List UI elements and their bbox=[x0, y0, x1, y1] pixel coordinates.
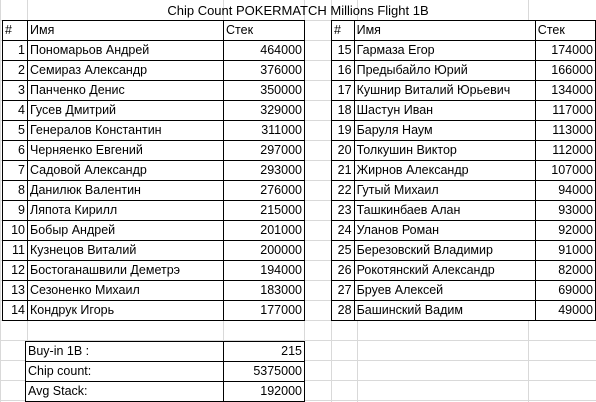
table-row bbox=[332, 261, 596, 281]
player-name-cell[interactable]: Шастун Иван bbox=[354, 101, 535, 121]
player-name-cell[interactable]: Кушнир Виталий Юрьевич bbox=[354, 81, 535, 101]
player-name-cell[interactable]: Садовой Александр bbox=[28, 161, 224, 181]
player-name-cell[interactable]: Кондрук Игорь bbox=[28, 301, 224, 321]
row-number-cell[interactable]: 5 bbox=[3, 121, 28, 141]
row-number-cell[interactable]: 16 bbox=[332, 61, 355, 81]
chip-stack-cell[interactable]: 134000 bbox=[535, 81, 595, 101]
chip-stack-cell[interactable]: 69000 bbox=[535, 281, 595, 301]
player-name-cell[interactable]: Панченко Денис bbox=[28, 81, 224, 101]
player-name-cell[interactable]: Генералов Константин bbox=[28, 121, 224, 141]
chip-stack-cell[interactable]: 113000 bbox=[535, 121, 595, 141]
player-name-cell[interactable]: Баруля Наум bbox=[354, 121, 535, 141]
summary-row bbox=[26, 342, 305, 362]
row-number-cell[interactable]: 19 bbox=[332, 121, 355, 141]
row-number-cell[interactable]: 20 bbox=[332, 141, 355, 161]
row-number-cell[interactable]: 1 bbox=[3, 41, 28, 61]
chip-stack-cell[interactable]: 311000 bbox=[224, 121, 305, 141]
summary-label[interactable]: Avg Stack: bbox=[26, 382, 224, 402]
row-number-cell[interactable]: 2 bbox=[3, 61, 28, 81]
chip-stack-cell[interactable]: 350000 bbox=[224, 81, 305, 101]
row-number-cell[interactable]: 18 bbox=[332, 101, 355, 121]
player-name-cell[interactable]: Гармаза Егор bbox=[354, 41, 535, 61]
row-number-cell[interactable]: 25 bbox=[332, 241, 355, 261]
chip-stack-cell[interactable]: 94000 bbox=[535, 181, 595, 201]
player-name-cell[interactable]: Березовский Владимир bbox=[354, 241, 535, 261]
table-row bbox=[3, 221, 305, 241]
sheet-title: Chip Count POKERMATCH Millions Flight 1B bbox=[167, 3, 429, 18]
summary-row bbox=[26, 382, 305, 402]
row-number-cell[interactable]: 8 bbox=[3, 181, 28, 201]
table-row bbox=[3, 101, 305, 121]
table-row bbox=[332, 121, 596, 141]
row-number-cell[interactable]: 12 bbox=[3, 261, 28, 281]
chip-stack-cell[interactable]: 215000 bbox=[224, 201, 305, 221]
player-name-cell[interactable]: Башинский Вадим bbox=[354, 301, 535, 321]
row-number-cell[interactable]: 27 bbox=[332, 281, 355, 301]
player-name-cell[interactable]: Жирнов Александр bbox=[354, 161, 535, 181]
chip-stack-cell[interactable]: 91000 bbox=[535, 241, 595, 261]
table-row bbox=[332, 281, 596, 301]
table-row bbox=[332, 101, 596, 121]
table-row bbox=[332, 141, 596, 161]
row-number-cell[interactable]: 14 bbox=[3, 301, 28, 321]
row-number-cell[interactable]: 26 bbox=[332, 261, 355, 281]
header-stack[interactable]: Стек bbox=[224, 21, 305, 41]
summary-row bbox=[26, 362, 305, 382]
player-name-cell[interactable]: Сезоненко Михаил bbox=[28, 281, 224, 301]
row-number-cell[interactable]: 4 bbox=[3, 101, 28, 121]
player-name-cell[interactable]: Данилюк Валентин bbox=[28, 181, 224, 201]
table-row bbox=[3, 301, 305, 321]
summary-value[interactable]: 215 bbox=[224, 342, 305, 362]
chip-stack-cell[interactable]: 107000 bbox=[535, 161, 595, 181]
table-row bbox=[3, 161, 305, 181]
chip-count-table-right bbox=[331, 20, 596, 321]
player-name-cell[interactable]: Черняенко Евгений bbox=[28, 141, 224, 161]
row-number-cell[interactable]: 28 bbox=[332, 301, 355, 321]
header-name[interactable]: Имя bbox=[354, 21, 535, 41]
row-number-cell[interactable]: 23 bbox=[332, 201, 355, 221]
chip-stack-cell[interactable]: 93000 bbox=[535, 201, 595, 221]
summary-table bbox=[25, 341, 305, 402]
player-name-cell[interactable]: Кузнецов Виталий bbox=[28, 241, 224, 261]
table-row bbox=[332, 181, 596, 201]
chip-stack-cell[interactable]: 194000 bbox=[224, 261, 305, 281]
table-row bbox=[3, 41, 305, 61]
table-row bbox=[332, 201, 596, 221]
row-number-cell[interactable]: 24 bbox=[332, 221, 355, 241]
header-num[interactable]: # bbox=[332, 21, 355, 41]
player-name-cell[interactable]: Бруев Алексей bbox=[354, 281, 535, 301]
chip-stack-cell[interactable]: 200000 bbox=[224, 241, 305, 261]
player-name-cell[interactable]: Ташкинбаев Алан bbox=[354, 201, 535, 221]
header-name[interactable]: Имя bbox=[28, 21, 224, 41]
table-row bbox=[3, 181, 305, 201]
player-name-cell[interactable]: Бостоганашвили Деметрэ bbox=[28, 261, 224, 281]
table-row bbox=[3, 281, 305, 301]
chip-count-table-left bbox=[2, 20, 305, 321]
chip-stack-cell[interactable]: 166000 bbox=[535, 61, 595, 81]
chip-stack-cell[interactable]: 49000 bbox=[535, 301, 595, 321]
table-row bbox=[3, 141, 305, 161]
player-name-cell[interactable]: Уланов Роман bbox=[354, 221, 535, 241]
header-row bbox=[332, 21, 596, 41]
table-row bbox=[3, 61, 305, 81]
header-stack[interactable]: Стек bbox=[535, 21, 595, 41]
chip-stack-cell[interactable]: 293000 bbox=[224, 161, 305, 181]
row-number-cell[interactable]: 21 bbox=[332, 161, 355, 181]
summary-value[interactable]: 5375000 bbox=[224, 362, 305, 382]
chip-stack-cell[interactable]: 92000 bbox=[535, 221, 595, 241]
table-row bbox=[332, 41, 596, 61]
header-row bbox=[3, 21, 305, 41]
player-name-cell[interactable]: Бобыр Андрей bbox=[28, 221, 224, 241]
player-name-cell[interactable]: Толкушин Виктор bbox=[354, 141, 535, 161]
chip-stack-cell[interactable]: 297000 bbox=[224, 141, 305, 161]
summary-label[interactable]: Buy-in 1B : bbox=[26, 342, 224, 362]
chip-stack-cell[interactable]: 177000 bbox=[224, 301, 305, 321]
table-row bbox=[332, 61, 596, 81]
chip-stack-cell[interactable]: 82000 bbox=[535, 261, 595, 281]
table-row bbox=[3, 261, 305, 281]
chip-stack-cell[interactable]: 376000 bbox=[224, 61, 305, 81]
chip-stack-cell[interactable]: 117000 bbox=[535, 101, 595, 121]
row-number-cell[interactable]: 6 bbox=[3, 141, 28, 161]
chip-stack-cell[interactable]: 329000 bbox=[224, 101, 305, 121]
row-number-cell[interactable]: 3 bbox=[3, 81, 28, 101]
player-name-cell[interactable]: Семираз Александр bbox=[28, 61, 224, 81]
player-name-cell[interactable]: Ляпота Кирилл bbox=[28, 201, 224, 221]
chip-stack-cell[interactable]: 276000 bbox=[224, 181, 305, 201]
chip-stack-cell[interactable]: 174000 bbox=[535, 41, 595, 61]
table-row bbox=[332, 301, 596, 321]
table-row bbox=[3, 121, 305, 141]
player-name-cell[interactable]: Пономарьов Андрей bbox=[28, 41, 224, 61]
table-row bbox=[3, 201, 305, 221]
table-row bbox=[332, 221, 596, 241]
table-row bbox=[3, 241, 305, 261]
row-number-cell[interactable]: 10 bbox=[3, 221, 28, 241]
table-row bbox=[332, 241, 596, 261]
row-number-cell[interactable]: 13 bbox=[3, 281, 28, 301]
chip-stack-cell[interactable]: 112000 bbox=[535, 141, 595, 161]
row-number-cell[interactable]: 22 bbox=[332, 181, 355, 201]
table-row bbox=[332, 81, 596, 101]
row-number-cell[interactable]: 7 bbox=[3, 161, 28, 181]
table-row bbox=[332, 161, 596, 181]
summary-value[interactable]: 192000 bbox=[224, 382, 305, 402]
header-num[interactable]: # bbox=[3, 21, 28, 41]
summary-label[interactable]: Chip count: bbox=[26, 362, 224, 382]
row-number-cell[interactable]: 11 bbox=[3, 241, 28, 261]
player-name-cell[interactable]: Гусев Дмитрий bbox=[28, 101, 224, 121]
table-row bbox=[3, 81, 305, 101]
player-name-cell[interactable]: Гутый Михаил bbox=[354, 181, 535, 201]
player-name-cell[interactable]: Предыбайло Юрий bbox=[354, 61, 535, 81]
row-number-cell[interactable]: 15 bbox=[332, 41, 355, 61]
row-number-cell[interactable]: 9 bbox=[3, 201, 28, 221]
chip-stack-cell[interactable]: 464000 bbox=[224, 41, 305, 61]
row-number-cell[interactable]: 17 bbox=[332, 81, 355, 101]
chip-stack-cell[interactable]: 201000 bbox=[224, 221, 305, 241]
chip-stack-cell[interactable]: 183000 bbox=[224, 281, 305, 301]
player-name-cell[interactable]: Рокотянский Александр bbox=[354, 261, 535, 281]
